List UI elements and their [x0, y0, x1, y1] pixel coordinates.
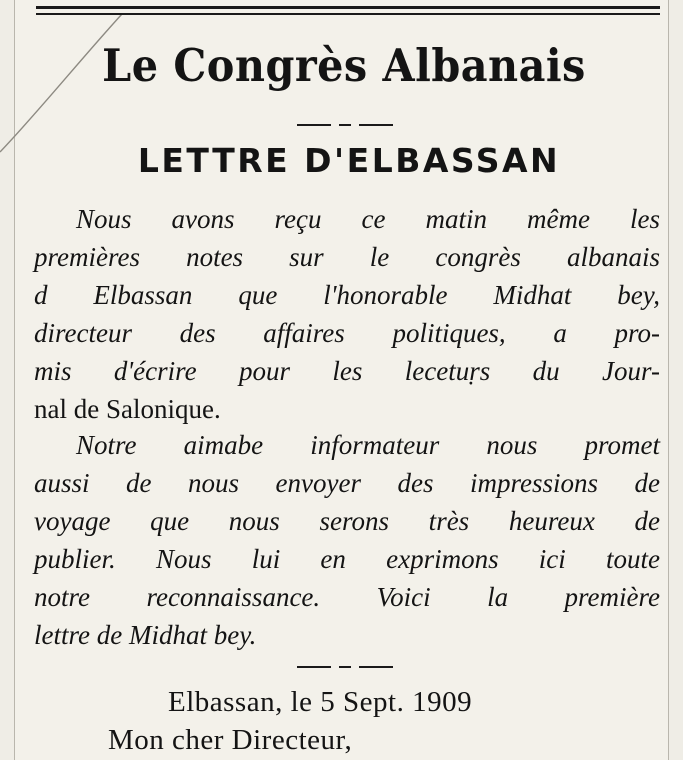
header-rule-thick — [36, 6, 660, 9]
paragraph-line: Nous avons reçu ce matin même les — [76, 204, 660, 234]
page-left-margin — [0, 0, 15, 760]
paragraph-line: notre reconnaissance. Voici la première — [34, 582, 660, 612]
header-rule-thin — [36, 13, 660, 15]
page-right-margin — [668, 0, 683, 760]
letter-dateline: Elbassan, le 5 Sept. 1909 — [168, 686, 473, 718]
paragraph-line: d Elbassan que l'honorable Midhat bey, — [34, 280, 660, 310]
paragraph-line: directeur des affaires politiques, a pro- — [34, 318, 660, 348]
paragraph-line: Notre aimabe informateur nous promet — [76, 430, 660, 460]
title-separator — [290, 122, 400, 128]
paragraph-line: voyage que nous serons très heureux de — [34, 506, 660, 536]
paragraph-line: lettre de Midhat bey. — [34, 620, 257, 650]
paragraph-line: premières notes sur le congrès albanais — [34, 242, 660, 272]
section-separator — [295, 664, 395, 670]
article-subtitle: LETTRE D'ELBASSAN — [137, 141, 561, 180]
paragraph-line: publier. Nous lui en exprimons ici toute — [34, 544, 660, 574]
letter-salutation: Mon cher Directeur, — [108, 724, 353, 756]
article-title: Le Congrès Albanais — [102, 39, 586, 92]
paragraph-line: mis d'écrire pour les lecetuṛs du Jour- — [34, 356, 660, 386]
paragraph-line: aussi de nous envoyer des impressions de — [34, 468, 660, 498]
paragraph-line: nal de Salonique. — [34, 394, 221, 424]
